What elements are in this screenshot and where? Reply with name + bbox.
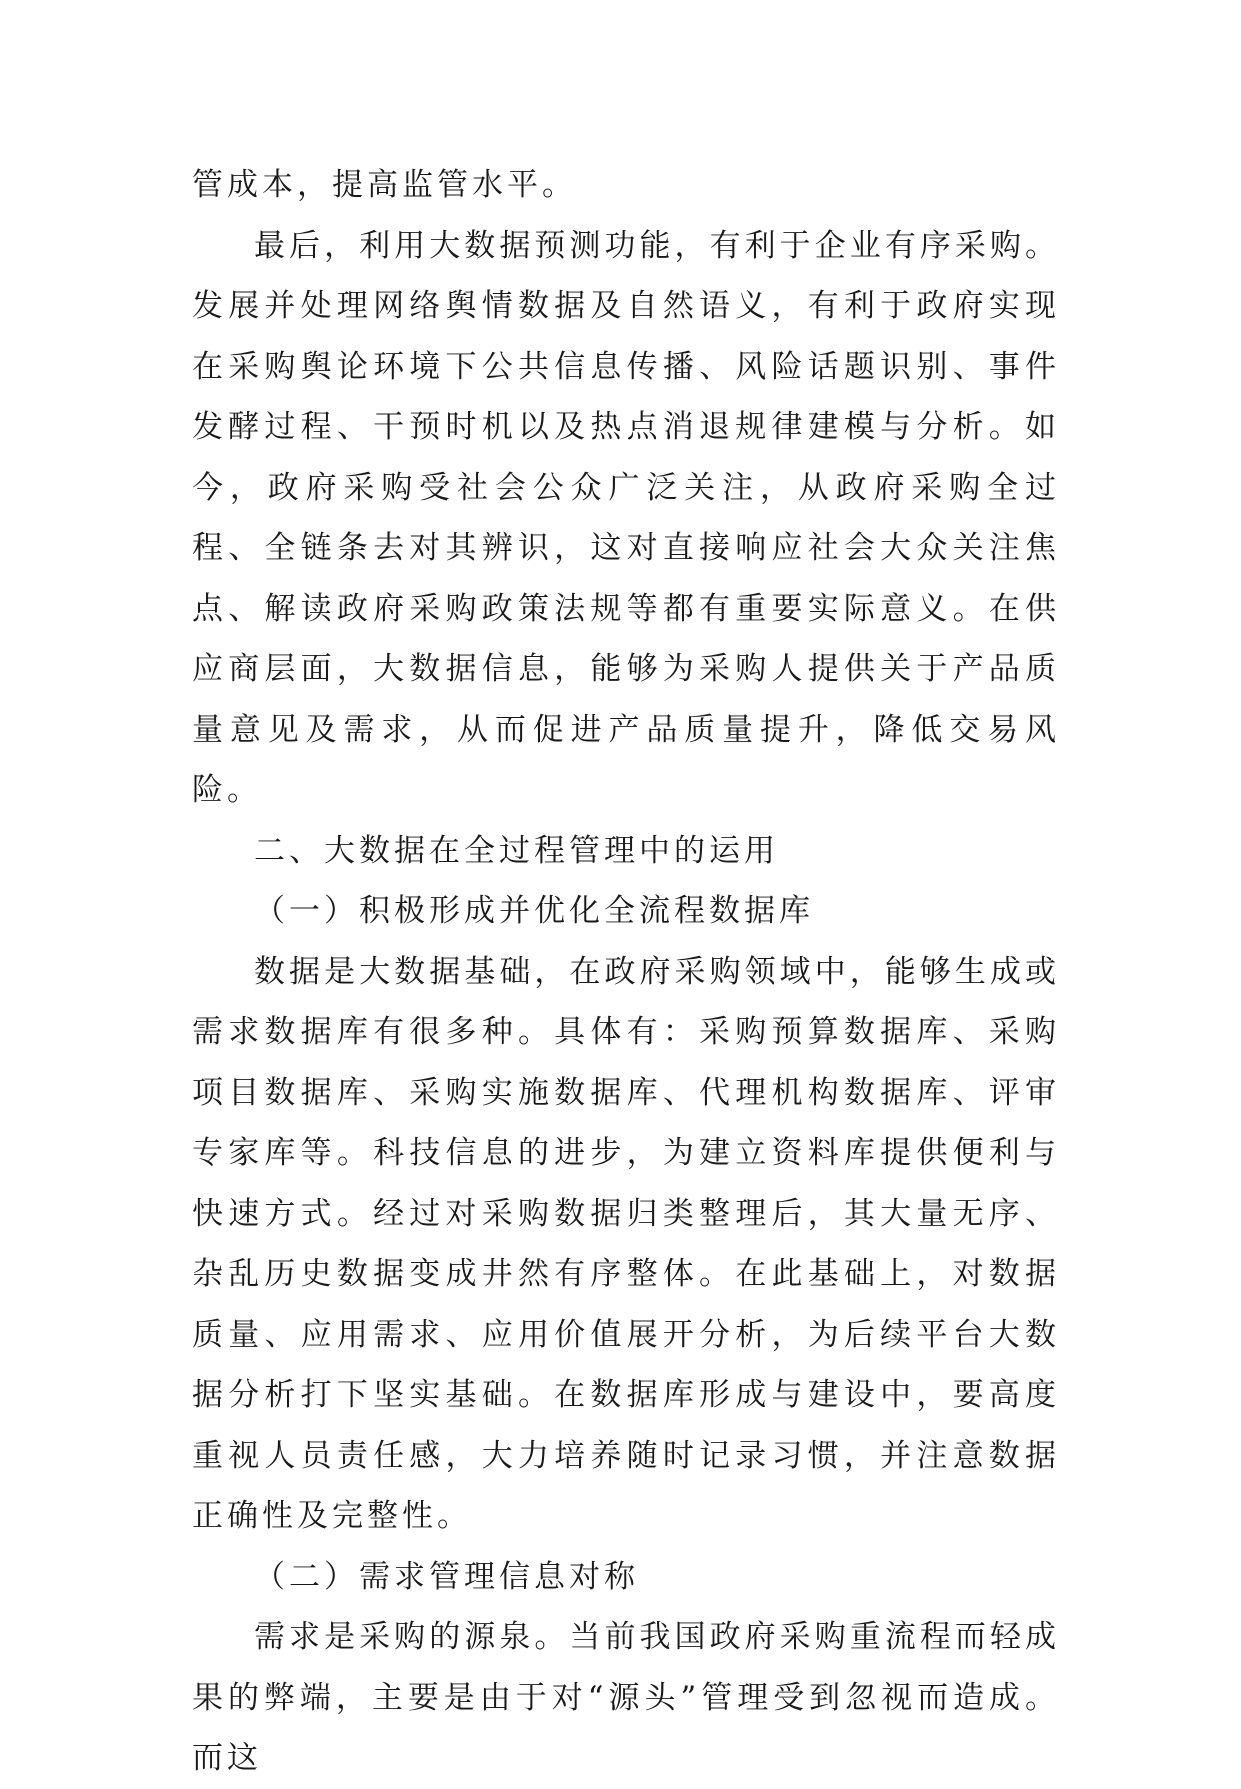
body-text [192, 155, 1060, 1789]
paragraph-big-data-prediction: 最后，利用大数据预测功能，有利于企业有序采购。发展并处理网络舆情数据及自然语义，有利于政府实现在采购舆论环境下公共信息传播、风险话题识别、事件发酵过程、干预时机以及热点消退规律建模与分析。如今，政府采购受社会公众广泛关注，从政府采购全过程、全链条去对其辨识，这对直接响应社会大众关注焦点、解读政府采购政策法规等都有重要实际意义。在供应商层面，大数据信息，能够为采购人提供关于产品质量意见及需求，从而促进产品质量提升，降低交易风险。 [192, 227, 1060, 808]
paragraph-database: 数据是大数据基础，在政府采购领域中，能够生成或需求数据库有很多种。具体有：采购预算数据库、采购项目数据库、采购实施数据库、代理机构数据库、评审专家库等。科技信息的进步，为建立资料库提供便利与快速方式。经过对采购数据归类整理后，其大量无序、杂乱历史数据变成井然有序整体。在此基础上，对数据质量、应用需求、应用价值展开分析，为后续平台大数据分析打下坚实基础。在数据库形成与建设中，要高度重视人员责任感，大力培养随时记录习惯，并注意数据正确性及完整性。 [192, 953, 1060, 1534]
subsection-heading-2: （二）需求管理信息对称 [254, 1558, 639, 1595]
subsection-heading-1: （一）积极形成并优化全流程数据库 [254, 893, 814, 929]
paragraph-demand: 需求是采购的源泉。当前我国政府采购重流程而轻成果的弊端，主要是由于对“源头”管理受到忽视而造成。而这 [192, 1619, 1060, 1776]
section-heading-2: 二、大数据在全过程管理中的运用 [254, 832, 779, 869]
paragraph-continuation: 管成本，提高监管水平。 [192, 167, 577, 203]
